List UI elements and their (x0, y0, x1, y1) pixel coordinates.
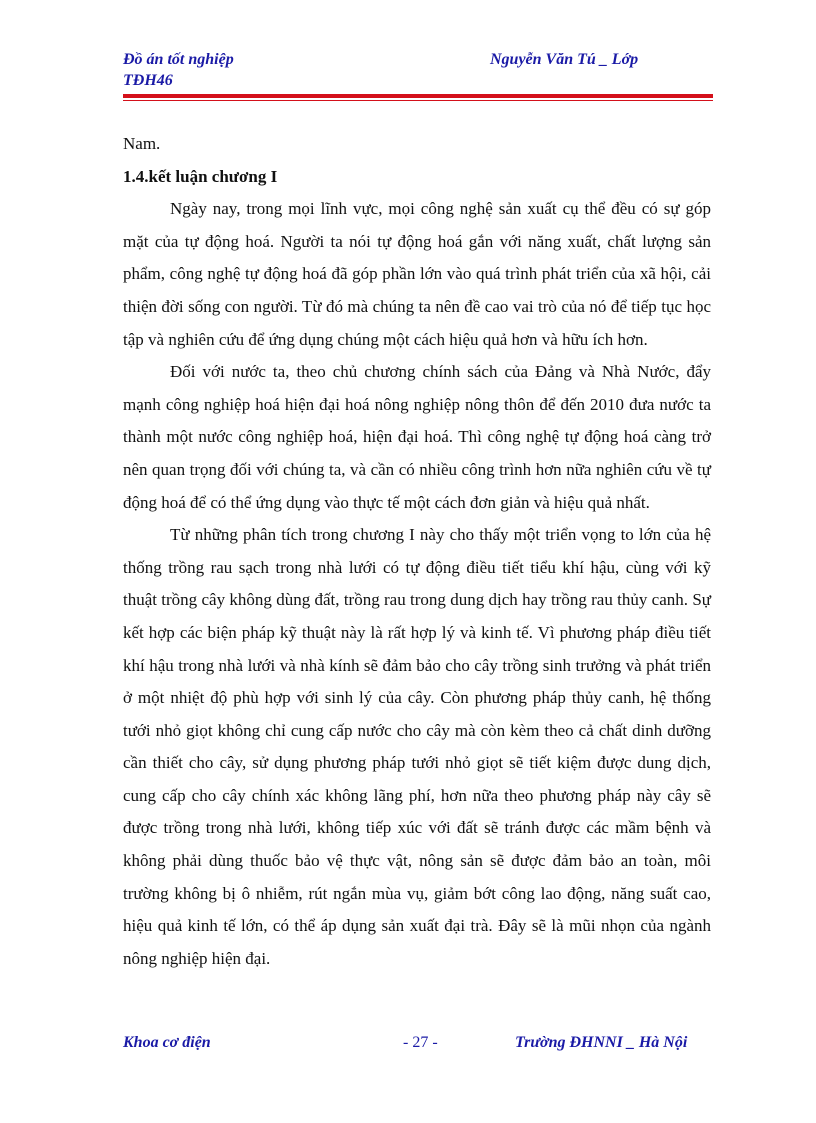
paragraph-3: Từ những phân tích trong chương I này cho thấy một triển vọng to lớn của hệ thống trồng rau sạch trong nhà lưới có tự động điều tiết tiểu khí hậu, cùng với kỹ thuật trồng cây không dùng đất, trồng rau trong dung dịch hay trồng rau thủy canh. Sự kết hợp các biện pháp kỹ thuật này là rất hợp lý và kinh tế. Vì phương pháp điều tiết khí hậu trong nhà lưới và nhà kính sẽ đảm bảo cho cây trồng sinh trưởng và phát triển ở một nhiệt độ phù hợp với sinh lý của cây. Còn phương pháp thủy canh, hệ thống tưới nhỏ giọt không chỉ cung cấp nước cho cây mà còn kèm theo cả chất dinh dưỡng cần thiết cho cây, sử dụng phương pháp tưới nhỏ giọt sẽ tiết kiệm được dung dịch, cung cấp cho cây chính xác không lãng phí, hơn nữa theo phương pháp này cây sẽ được trồng trong nhà lưới, không tiếp xúc với đất sẽ tránh được các mầm bệnh và không phải dùng thuốc bảo vệ thực vật, nông sản sẽ được đảm bảo an toàn, môi trường không bị ô nhiễm, rút ngắn mùa vụ, giảm bớt công lao động, năng suất cao, hiệu quả kinh tế lớn, có thể áp dụng sản xuất đại trà. Đây sẽ là mũi nhọn của ngành nông nghiệp hiện đại. (123, 525, 711, 968)
header-rule-thick (123, 94, 713, 98)
paragraph-2: Đối với nước ta, theo chủ chương chính sách của Đảng và Nhà Nước, đẩy mạnh công nghiệp hoá hiện đại hoá nông nghiệp nông thôn để đến 2010 đưa nước ta thành một nước công nghiệp hoá, hiện đại hoá. Thì công nghệ tự động hoá càng trở nên quan trọng đối với chúng ta, và cần có nhiều công trình hơn nữa nghiên cứu về tự động hoá để có thể ứng dụng vào thực tế một cách đơn giản và hiệu quả nhất. (123, 362, 711, 512)
section-heading: 1.4.kết luận chương I (123, 166, 278, 186)
footer-page-number: - 27 - (403, 1034, 438, 1051)
paragraph-1: Ngày nay, trong mọi lĩnh vực, mọi công nghệ sản xuất cụ thể đều có sự góp mặt của tự động hoá. Người ta nói tự động hoá gắn với năng xuất, chất lượng sản phẩm, công nghệ tự động hoá đã góp phần lớn vào quá trình phát triển của xã hội, cải thiện đời sống con người. Từ đó mà chúng ta nên đề cao vai trò của nó để tiếp tục học tập và nghiên cứu để ứng dụng chúng một cách hiệu quả hơn và hữu ích hơn. (123, 199, 711, 349)
header-thesis-title: Đồ án tốt nghiệp (123, 51, 234, 68)
page-body (123, 128, 711, 975)
header-left (123, 49, 234, 91)
footer-university: Trường ĐHNNI _ Hà Nội (515, 1034, 688, 1051)
header-rule-thin (123, 100, 713, 101)
footer-faculty: Khoa cơ điện (123, 1034, 211, 1051)
header-author: Nguyễn Văn Tú _ Lớp (490, 51, 639, 68)
header-class-code: TĐH46 (123, 72, 173, 89)
carryover-text: Nam. (123, 134, 161, 153)
